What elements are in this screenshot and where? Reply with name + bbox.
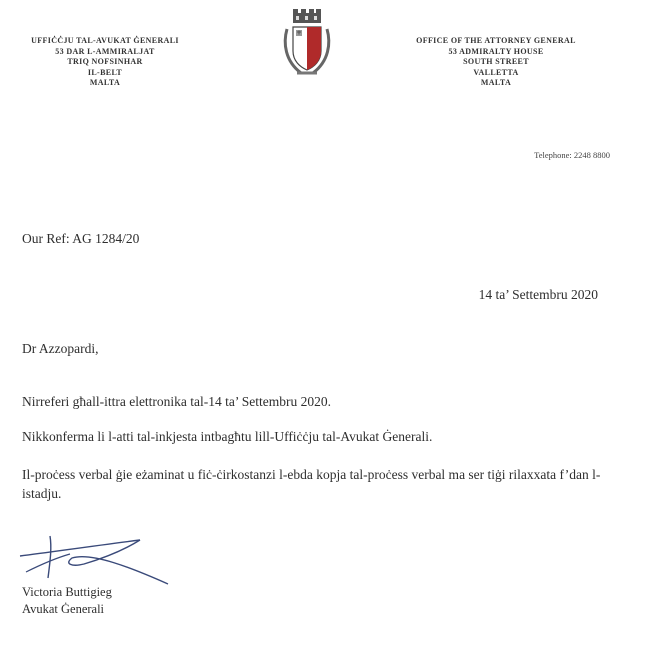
address-line: IL-BELT [87, 67, 123, 77]
address-line: MALTA [89, 78, 121, 87]
letter-date: 14 ta’ Settembru 2020 [478, 287, 598, 302]
our-reference: Our Ref: AG 1284/20 [22, 231, 140, 246]
address-line: 53 ADMIRALTY HOUSE [448, 46, 544, 56]
paragraph: Nikkonferma li l-atti tal-inkjesta intbagħtu lill-Uffiċċju tal-Avukat Ġenerali. [22, 429, 433, 444]
address-line: MALTA [480, 78, 512, 87]
paragraph: Nirreferi għall-ittra elettronika tal-14 ta’ Settembru 2020. [22, 394, 332, 409]
address-line: VALLETTA [473, 67, 519, 77]
maltese-letterhead-address [10, 36, 200, 89]
paragraph: Il-proċess verbal ġie eżaminat u fiċ-ċirkostanzi l-ebda kopja tal-proċess verbal ma ser tiġi rilaxxata f’dan l-istadju. [22, 467, 601, 501]
address-line: SOUTH STREET [463, 57, 529, 66]
signatory-title: Avukat Ġenerali [22, 602, 105, 616]
signatory-block [22, 584, 112, 618]
coat-of-arms-of-malta-icon [281, 7, 333, 79]
salutation: Dr Azzopardi, [22, 341, 99, 356]
telephone-number: Telephone: 2248 8800 [534, 150, 610, 160]
english-letterhead-address [397, 36, 595, 89]
address-line: UFFIĊĊJU TAL-AVUKAT ĠENERALI [31, 36, 179, 45]
address-line: TRIQ NOFSINHAR [67, 57, 143, 66]
signatory-name: Victoria Buttigieg [22, 585, 112, 599]
address-line: OFFICE OF THE ATTORNEY GENERAL [416, 36, 576, 45]
address-line: 53 DAR L-AMMIRALJAT [55, 46, 155, 56]
